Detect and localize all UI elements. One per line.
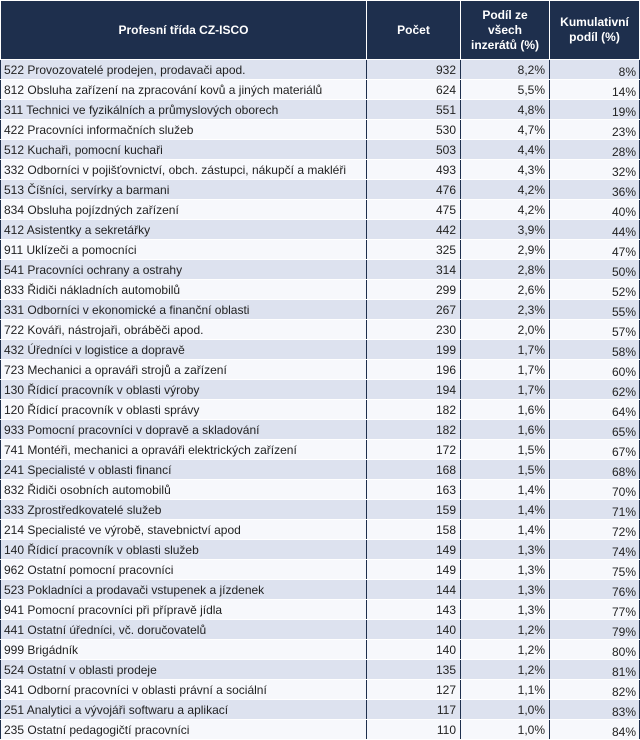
- row-profession-cell: 999 Brigádník: [1, 640, 367, 660]
- row-profession-cell: 911 Uklízeči a pomocníci: [1, 240, 367, 260]
- table-body: [1, 60, 640, 740]
- table-row: [1, 420, 640, 440]
- row-count-cell: 325: [367, 240, 461, 260]
- row-profession-cell: 933 Pomocní pracovníci v dopravě a skladování: [1, 420, 367, 440]
- row-profession-cell: 962 Ostatní pomocní pracovníci: [1, 560, 367, 580]
- row-profession-cell: 812 Obsluha zařízení na zpracování kovů a jiných materiálů: [1, 80, 367, 100]
- row-cumulative-cell: 57%: [550, 320, 640, 340]
- header-cumulative: [550, 1, 640, 60]
- row-count-cell: 159: [367, 500, 461, 520]
- table-row: [1, 460, 640, 480]
- row-profession-cell: 741 Montéři, mechanici a opraváři elektrických zařízení: [1, 440, 367, 460]
- row-profession-cell: 120 Řídicí pracovník v oblasti správy: [1, 400, 367, 420]
- row-count-cell: 299: [367, 280, 461, 300]
- header-share-line2: inzerátů (%): [470, 37, 539, 52]
- row-cumulative-cell: 68%: [550, 460, 640, 480]
- row-cumulative-cell: 80%: [550, 640, 640, 660]
- row-cumulative-cell: 77%: [550, 600, 640, 620]
- row-share-cell: 1,4%: [461, 520, 550, 540]
- row-count-cell: 314: [367, 260, 461, 280]
- row-count-cell: 182: [367, 420, 461, 440]
- header-count: Počet: [367, 1, 461, 60]
- row-cumulative-cell: 44%: [550, 220, 640, 240]
- table-row: [1, 200, 640, 220]
- row-cumulative-cell: 19%: [550, 100, 640, 120]
- row-count-cell: 144: [367, 580, 461, 600]
- table-row: [1, 660, 640, 680]
- row-count-cell: 230: [367, 320, 461, 340]
- row-share-cell: 5,5%: [461, 80, 550, 100]
- row-profession-cell: 441 Ostatní úředníci, vč. doručovatelů: [1, 620, 367, 640]
- row-share-cell: 1,7%: [461, 380, 550, 400]
- row-count-cell: 199: [367, 340, 461, 360]
- row-profession-cell: 341 Odborní pracovníci v oblasti právní a sociální: [1, 680, 367, 700]
- row-cumulative-cell: 75%: [550, 560, 640, 580]
- row-profession-cell: 833 Řidiči nákladních automobilů: [1, 280, 367, 300]
- row-share-cell: 4,8%: [461, 100, 550, 120]
- row-share-cell: 2,0%: [461, 320, 550, 340]
- row-profession-cell: 422 Pracovníci informačních služeb: [1, 120, 367, 140]
- row-profession-cell: 235 Ostatní pedagogičtí pracovníci: [1, 720, 367, 740]
- row-share-cell: 4,2%: [461, 180, 550, 200]
- table-row: [1, 360, 640, 380]
- row-share-cell: 1,4%: [461, 500, 550, 520]
- row-cumulative-cell: 71%: [550, 500, 640, 520]
- row-cumulative-cell: 36%: [550, 180, 640, 200]
- row-share-cell: 4,7%: [461, 120, 550, 140]
- table-row: [1, 80, 640, 100]
- row-share-cell: 1,5%: [461, 460, 550, 480]
- row-share-cell: 4,3%: [461, 160, 550, 180]
- row-cumulative-cell: 14%: [550, 80, 640, 100]
- row-cumulative-cell: 65%: [550, 420, 640, 440]
- row-profession-cell: 523 Pokladníci a prodavači vstupenek a jízdenek: [1, 580, 367, 600]
- row-cumulative-cell: 70%: [550, 480, 640, 500]
- header-profession: Profesní třída CZ-ISCO: [1, 1, 367, 60]
- row-cumulative-cell: 28%: [550, 140, 640, 160]
- row-count-cell: 476: [367, 180, 461, 200]
- row-share-cell: 1,7%: [461, 360, 550, 380]
- row-cumulative-cell: 47%: [550, 240, 640, 260]
- row-count-cell: 551: [367, 100, 461, 120]
- row-cumulative-cell: 62%: [550, 380, 640, 400]
- row-share-cell: 8,2%: [461, 60, 550, 80]
- row-profession-cell: 834 Obsluha pojízdných zařízení: [1, 200, 367, 220]
- row-cumulative-cell: 58%: [550, 340, 640, 360]
- row-share-cell: 1,3%: [461, 600, 550, 620]
- row-count-cell: 475: [367, 200, 461, 220]
- row-cumulative-cell: 72%: [550, 520, 640, 540]
- row-share-cell: 1,1%: [461, 680, 550, 700]
- row-profession-cell: 251 Analytici a vývojáři softwaru a aplikací: [1, 700, 367, 720]
- row-count-cell: 196: [367, 360, 461, 380]
- row-count-cell: 194: [367, 380, 461, 400]
- row-count-cell: 117: [367, 700, 461, 720]
- table-row: [1, 520, 640, 540]
- row-profession-cell: 130 Řídicí pracovník v oblasti výroby: [1, 380, 367, 400]
- table-row: [1, 320, 640, 340]
- table-row: [1, 340, 640, 360]
- row-share-cell: 2,9%: [461, 240, 550, 260]
- row-count-cell: 143: [367, 600, 461, 620]
- row-cumulative-cell: 55%: [550, 300, 640, 320]
- row-cumulative-cell: 40%: [550, 200, 640, 220]
- table-row: [1, 620, 640, 640]
- table-row: [1, 100, 640, 120]
- table-row: [1, 140, 640, 160]
- row-share-cell: 1,3%: [461, 540, 550, 560]
- row-count-cell: 135: [367, 660, 461, 680]
- table-row: [1, 260, 640, 280]
- row-cumulative-cell: 76%: [550, 580, 640, 600]
- header-share: [461, 1, 550, 60]
- row-share-cell: 1,2%: [461, 660, 550, 680]
- row-profession-cell: 331 Odborníci v ekonomické a finanční oblasti: [1, 300, 367, 320]
- row-cumulative-cell: 8%: [550, 60, 640, 80]
- row-cumulative-cell: 64%: [550, 400, 640, 420]
- table-row: [1, 700, 640, 720]
- row-cumulative-cell: 50%: [550, 260, 640, 280]
- row-cumulative-cell: 52%: [550, 280, 640, 300]
- header-share-line1: Podíl ze všech: [482, 7, 528, 37]
- row-cumulative-cell: 67%: [550, 440, 640, 460]
- row-count-cell: 503: [367, 140, 461, 160]
- row-profession-cell: 524 Ostatní v oblasti prodeje: [1, 660, 367, 680]
- table-row: [1, 180, 640, 200]
- row-count-cell: 442: [367, 220, 461, 240]
- row-share-cell: 2,8%: [461, 260, 550, 280]
- table-row: [1, 60, 640, 80]
- row-count-cell: 932: [367, 60, 461, 80]
- row-profession-cell: 512 Kuchaři, pomocní kuchaři: [1, 140, 367, 160]
- row-count-cell: 149: [367, 540, 461, 560]
- row-cumulative-cell: 60%: [550, 360, 640, 380]
- table-row: [1, 300, 640, 320]
- table-row: [1, 480, 640, 500]
- row-count-cell: 149: [367, 560, 461, 580]
- row-count-cell: 127: [367, 680, 461, 700]
- row-share-cell: 1,7%: [461, 340, 550, 360]
- row-count-cell: 493: [367, 160, 461, 180]
- row-count-cell: 182: [367, 400, 461, 420]
- row-profession-cell: 432 Úředníci v logistice a dopravě: [1, 340, 367, 360]
- table-row: [1, 120, 640, 140]
- row-share-cell: 1,6%: [461, 420, 550, 440]
- row-cumulative-cell: 79%: [550, 620, 640, 640]
- table-row: [1, 220, 640, 240]
- row-share-cell: 3,9%: [461, 220, 550, 240]
- table-row: [1, 240, 640, 260]
- header-cumulative-line1: Kumulativní: [560, 15, 629, 29]
- row-share-cell: 1,3%: [461, 580, 550, 600]
- row-share-cell: 1,6%: [461, 400, 550, 420]
- row-share-cell: 1,0%: [461, 720, 550, 740]
- row-profession-cell: 832 Řidiči osobních automobilů: [1, 480, 367, 500]
- row-share-cell: 1,2%: [461, 620, 550, 640]
- row-profession-cell: 332 Odborníci v pojišťovnictví, obch. zástupci, nákupčí a makléři: [1, 160, 367, 180]
- row-share-cell: 4,2%: [461, 200, 550, 220]
- row-count-cell: 530: [367, 120, 461, 140]
- row-share-cell: 2,6%: [461, 280, 550, 300]
- table-row: [1, 500, 640, 520]
- row-profession-cell: 333 Zprostředkovatelé služeb: [1, 500, 367, 520]
- row-share-cell: 1,4%: [461, 480, 550, 500]
- row-profession-cell: 311 Technici ve fyzikálních a průmyslových oborech: [1, 100, 367, 120]
- row-count-cell: 168: [367, 460, 461, 480]
- row-profession-cell: 412 Asistentky a sekretářky: [1, 220, 367, 240]
- row-cumulative-cell: 81%: [550, 660, 640, 680]
- table-row: [1, 720, 640, 740]
- table-row: [1, 680, 640, 700]
- table-row: [1, 580, 640, 600]
- header-row: [1, 1, 640, 60]
- row-count-cell: 140: [367, 620, 461, 640]
- row-profession-cell: 513 Číšníci, servírky a barmani: [1, 180, 367, 200]
- row-profession-cell: 140 Řídicí pracovník v oblasti služeb: [1, 540, 367, 560]
- row-cumulative-cell: 32%: [550, 160, 640, 180]
- table-row: [1, 540, 640, 560]
- row-share-cell: 1,3%: [461, 560, 550, 580]
- row-count-cell: 624: [367, 80, 461, 100]
- row-cumulative-cell: 74%: [550, 540, 640, 560]
- row-count-cell: 158: [367, 520, 461, 540]
- table-row: [1, 280, 640, 300]
- table-row: [1, 440, 640, 460]
- row-profession-cell: 214 Specialisté ve výrobě, stavebnictví apod: [1, 520, 367, 540]
- table-row: [1, 380, 640, 400]
- row-cumulative-cell: 83%: [550, 700, 640, 720]
- row-count-cell: 140: [367, 640, 461, 660]
- row-profession-cell: 241 Specialisté v oblasti financí: [1, 460, 367, 480]
- row-cumulative-cell: 23%: [550, 120, 640, 140]
- header-cumulative-line2: podíl (%): [569, 30, 620, 44]
- row-share-cell: 1,0%: [461, 700, 550, 720]
- row-share-cell: 2,3%: [461, 300, 550, 320]
- table-row: [1, 600, 640, 620]
- row-count-cell: 172: [367, 440, 461, 460]
- row-profession-cell: 522 Provozovatelé prodejen, prodavači apod.: [1, 60, 367, 80]
- table-row: [1, 160, 640, 180]
- row-share-cell: 1,2%: [461, 640, 550, 660]
- row-profession-cell: 723 Mechanici a opraváři strojů a zařízení: [1, 360, 367, 380]
- row-count-cell: 163: [367, 480, 461, 500]
- row-profession-cell: 941 Pomocní pracovníci při přípravě jídla: [1, 600, 367, 620]
- row-cumulative-cell: 84%: [550, 720, 640, 740]
- row-cumulative-cell: 82%: [550, 680, 640, 700]
- row-profession-cell: 541 Pracovníci ochrany a ostrahy: [1, 260, 367, 280]
- table-row: [1, 400, 640, 420]
- row-share-cell: 1,5%: [461, 440, 550, 460]
- row-share-cell: 4,4%: [461, 140, 550, 160]
- row-count-cell: 110: [367, 720, 461, 740]
- row-profession-cell: 722 Kováři, nástrojaři, obráběči apod.: [1, 320, 367, 340]
- table-row: [1, 560, 640, 580]
- table-row: [1, 640, 640, 660]
- row-count-cell: 267: [367, 300, 461, 320]
